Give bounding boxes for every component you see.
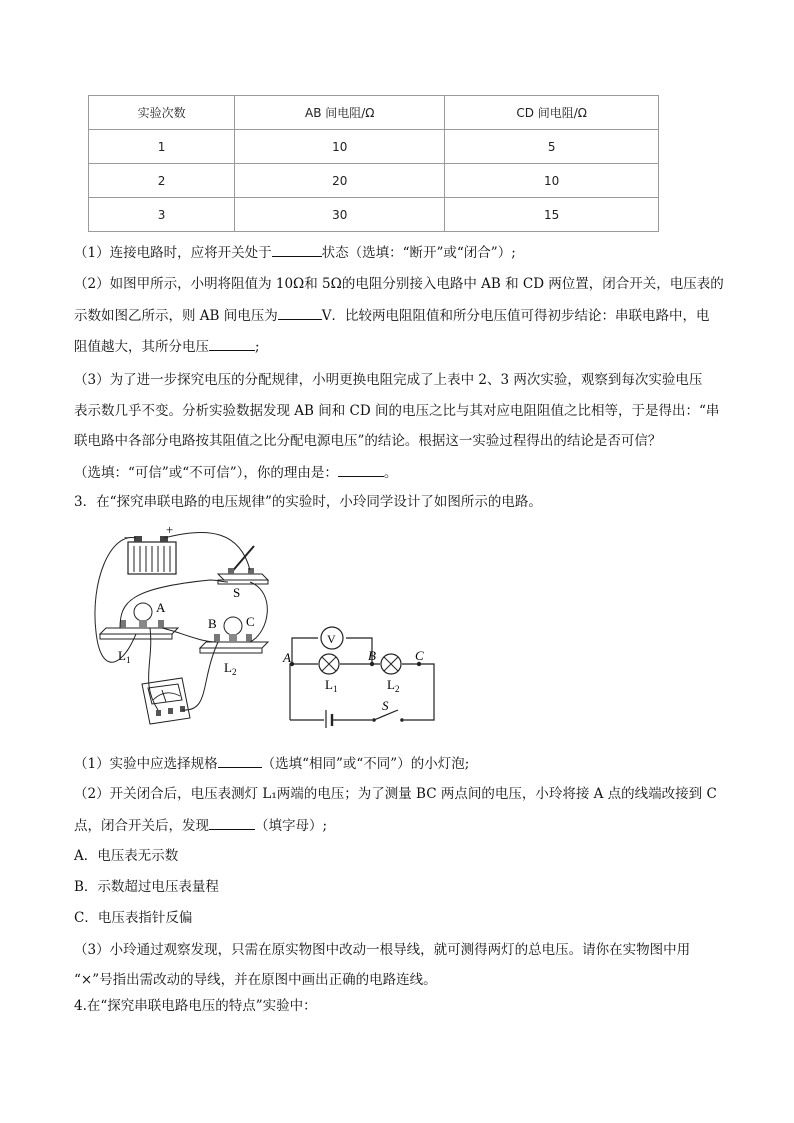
q3-part2-line2: 点，闭合开关后，发现 （填字母）; <box>74 815 327 836</box>
table-row <box>89 198 659 232</box>
q3-option-b: B．示数超过电压表量程 <box>74 879 219 895</box>
q3-part1: （1）实验中应选择规格 （选填“相同”或“不同”）的小灯泡; <box>74 753 469 774</box>
answer-blank[interactable] <box>209 336 255 351</box>
q3-option-a: A．电压表无示数 <box>74 848 179 864</box>
schematic-circuit-figure <box>282 620 442 728</box>
answer-blank[interactable] <box>278 305 322 320</box>
point-a-label: A <box>156 600 166 615</box>
schematic-l2-label: $L_2$ <box>387 677 400 694</box>
schematic-switch-label: S <box>382 698 389 713</box>
battery-symbol-icon <box>326 710 332 728</box>
lamp-l2-symbol-icon <box>381 654 401 674</box>
schematic-l1-label: $L_1$ <box>325 677 338 694</box>
lamp-l1-label: $L_1$ <box>118 648 131 665</box>
q3-part3-line2: “×”号指出需改动的导线，并在原图中画出正确的电路连线。 <box>74 972 437 988</box>
table-cell: 30 <box>235 198 445 232</box>
table-header: AB 间电阻/Ω <box>235 96 445 130</box>
q2-part1: （1）连接电路时，应将开关处于 状态（选填：“断开”或“闭合”）; <box>74 242 516 263</box>
point-b-label: B <box>208 616 217 631</box>
q2-part2-line2: 示数如图乙所示，则 AB 间电压为 V．比较两电阻阻值和所分电压值可得初步结论：串联电路中，电 <box>74 305 710 326</box>
table-cell: 2 <box>89 164 235 198</box>
schematic-point-c-label: C <box>415 648 424 663</box>
voltmeter-symbol-label: V <box>327 632 336 646</box>
q2-part3-line4: （选填：“可信”或“不可信”），你的理由是： 。 <box>74 462 397 483</box>
table-cell: 15 <box>445 198 659 232</box>
answer-blank[interactable] <box>338 462 384 477</box>
q2-part3-line2: 表示数几乎不变。分析实验数据发现 AB 间和 CD 间的电压之比与其对应电阻阻值之比相等，于是得出：“串 <box>74 403 720 419</box>
table-row <box>89 164 659 198</box>
point-c-label: C <box>246 614 255 629</box>
q3-stem: 3．在“探究串联电路的电压规律”的实验时，小玲同学设计了如图所示的电路。 <box>74 494 542 510</box>
table-cell: 3 <box>89 198 235 232</box>
schematic-point-b-label: B <box>368 648 376 663</box>
table-cell: 1 <box>89 130 235 164</box>
table-cell: 5 <box>445 130 659 164</box>
q3-part3-line1: （3）小玲通过观察发现，只需在原实物图中改动一根导线，就可测得两灯的总电压。请你在实物图中用 <box>74 942 691 958</box>
battery-minus-label: − <box>124 530 132 545</box>
battery-plus-label: + <box>166 522 174 537</box>
answer-blank[interactable] <box>209 815 255 830</box>
q3-part2-line1: （2）开关闭合后，电压表测灯 L₁两端的电压；为了测量 BC 两点间的电压，小玲将接 A 点的线端改接到 C <box>74 786 717 802</box>
resistance-table <box>88 95 659 232</box>
schematic-wires <box>290 638 434 720</box>
lamp-l2-label: $L_2$ <box>224 660 237 677</box>
table-cell: 10 <box>235 130 445 164</box>
q4-stem: 4.在“探究串联电路电压的特点”实验中： <box>74 998 317 1014</box>
answer-blank[interactable] <box>218 753 262 768</box>
q2-part3-line1: （3）为了进一步探究电压的分配规律，小明更换电阻完成了上表中 2、3 两次实验，观察到每次实验电压 <box>74 372 703 388</box>
table-header: 实验次数 <box>89 96 235 130</box>
table-row <box>89 130 659 164</box>
q3-option-c: C．电压表指针反偏 <box>74 910 193 926</box>
table-cell: 20 <box>235 164 445 198</box>
answer-blank[interactable] <box>272 242 322 257</box>
lamp-l1-icon <box>100 603 178 639</box>
switch-icon <box>218 546 268 584</box>
physical-circuit-figure <box>90 522 280 732</box>
table-header: CD 间电阻/Ω <box>445 96 659 130</box>
battery-icon <box>128 536 176 574</box>
q2-part2-line3: 阻值越大，其所分电压 ; <box>74 336 260 357</box>
q2-part2-line1: （2）如图甲所示，小明将阻值为 10Ω和 5Ω的电阻分别接入电路中 AB 和 CD 两位置，闭合开关，电压表的 <box>74 276 724 292</box>
lamp-l1-symbol-icon <box>319 654 339 674</box>
switch-label: S <box>233 585 241 600</box>
q2-part3-line3: 联电路中各部分电路按其阻值之比分配电源电压”的结论。根据这一实验过程得出的结论是否可信？ <box>74 433 662 449</box>
table-cell: 10 <box>445 164 659 198</box>
schematic-point-a-label: A <box>283 650 291 665</box>
table-header-row <box>89 96 659 130</box>
